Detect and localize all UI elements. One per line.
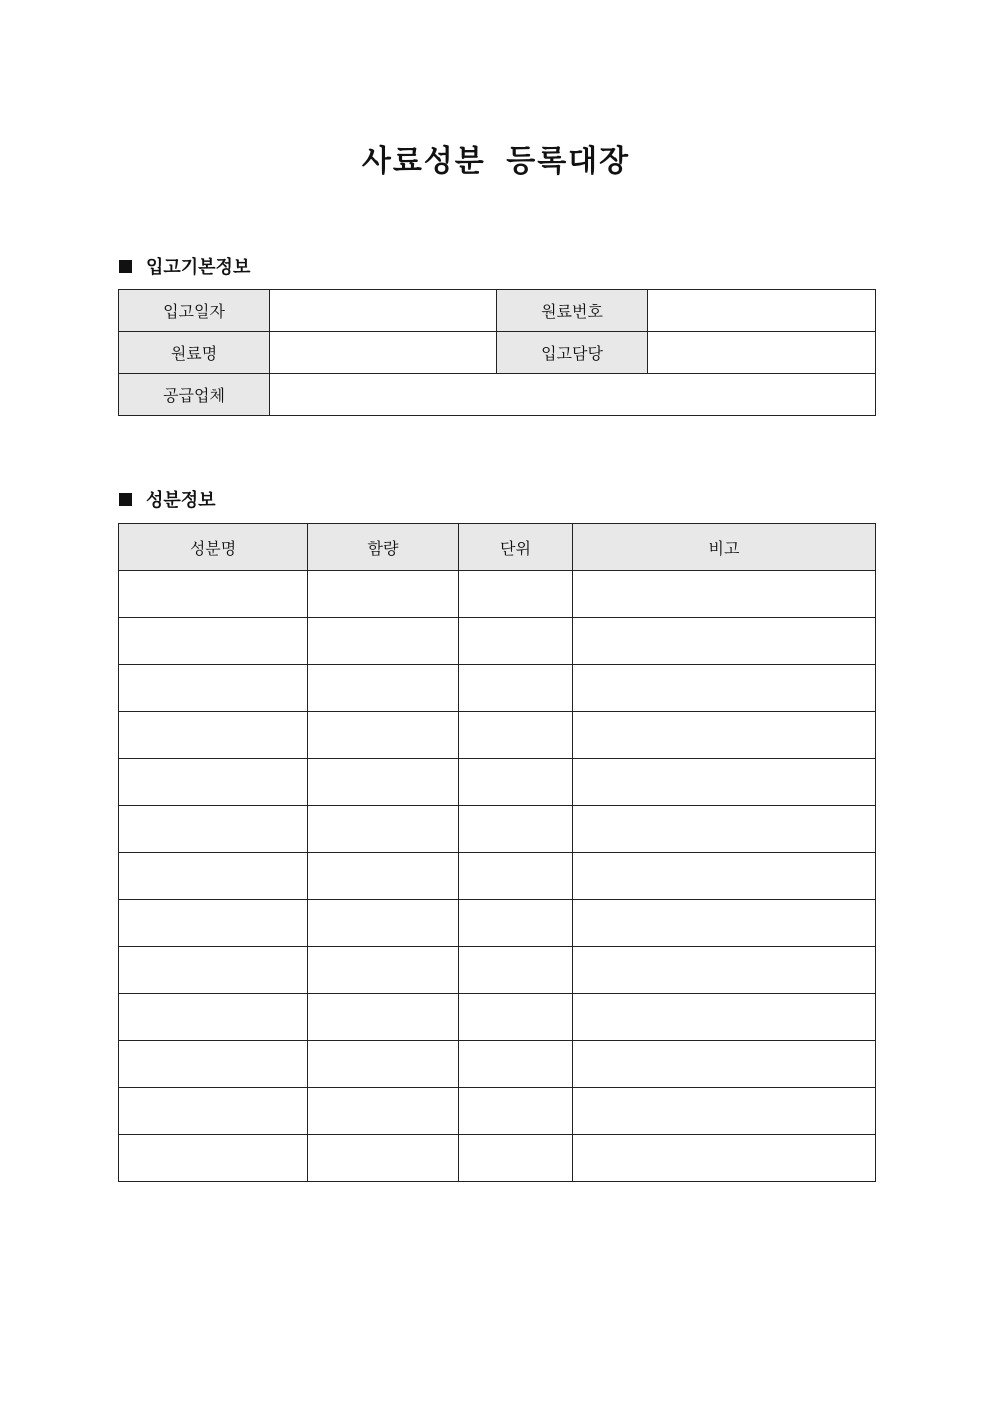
- unit-cell[interactable]: [459, 571, 573, 618]
- component-name-cell[interactable]: [119, 853, 308, 900]
- table-header-row: [119, 524, 876, 571]
- table-row: [119, 571, 876, 618]
- remarks-cell[interactable]: [573, 947, 876, 994]
- table-row: [119, 618, 876, 665]
- table-row: [119, 759, 876, 806]
- component-name-cell[interactable]: [119, 947, 308, 994]
- section-heading-label: 입고기본정보: [146, 257, 251, 278]
- remarks-cell[interactable]: [573, 1041, 876, 1088]
- content-cell[interactable]: [308, 665, 459, 712]
- remarks-cell[interactable]: [573, 618, 876, 665]
- remarks-cell[interactable]: [573, 994, 876, 1041]
- table-row: [119, 290, 876, 332]
- material-number-field[interactable]: [648, 290, 876, 332]
- section-heading-basic-info: [119, 253, 250, 279]
- column-header-component-name: 성분명: [119, 524, 308, 571]
- component-name-cell[interactable]: [119, 618, 308, 665]
- material-name-label: 원료명: [119, 332, 270, 374]
- unit-cell[interactable]: [459, 900, 573, 947]
- remarks-cell[interactable]: [573, 1135, 876, 1182]
- remarks-cell[interactable]: [573, 1088, 876, 1135]
- component-name-cell[interactable]: [119, 759, 308, 806]
- material-name-field[interactable]: [270, 332, 497, 374]
- content-cell[interactable]: [308, 900, 459, 947]
- section-heading-component-info: [119, 486, 216, 512]
- square-bullet-icon: [119, 260, 132, 273]
- content-cell[interactable]: [308, 1135, 459, 1182]
- content-cell[interactable]: [308, 712, 459, 759]
- table-row: [119, 332, 876, 374]
- component-name-cell[interactable]: [119, 806, 308, 853]
- section-heading-label: 성분정보: [146, 490, 216, 511]
- table-row: [119, 374, 876, 416]
- content-cell[interactable]: [308, 853, 459, 900]
- table-row: [119, 947, 876, 994]
- remarks-cell[interactable]: [573, 571, 876, 618]
- table-row: [119, 853, 876, 900]
- receipt-manager-field[interactable]: [648, 332, 876, 374]
- material-number-label: 원료번호: [497, 290, 648, 332]
- component-name-cell[interactable]: [119, 1041, 308, 1088]
- component-name-cell[interactable]: [119, 994, 308, 1041]
- remarks-cell[interactable]: [573, 759, 876, 806]
- column-header-unit: 단위: [459, 524, 573, 571]
- unit-cell[interactable]: [459, 853, 573, 900]
- supplier-label: 공급업체: [119, 374, 270, 416]
- remarks-cell[interactable]: [573, 712, 876, 759]
- unit-cell[interactable]: [459, 665, 573, 712]
- page-title: 사료성분 등록대장: [361, 144, 631, 179]
- receipt-date-field[interactable]: [270, 290, 497, 332]
- unit-cell[interactable]: [459, 712, 573, 759]
- receipt-manager-label: 입고담당: [497, 332, 648, 374]
- content-cell[interactable]: [308, 571, 459, 618]
- unit-cell[interactable]: [459, 1135, 573, 1182]
- component-name-cell[interactable]: [119, 571, 308, 618]
- content-cell[interactable]: [308, 618, 459, 665]
- table-row: [119, 712, 876, 759]
- supplier-field[interactable]: [270, 374, 876, 416]
- table-row: [119, 665, 876, 712]
- receipt-date-label: 입고일자: [119, 290, 270, 332]
- remarks-cell[interactable]: [573, 900, 876, 947]
- basic-info-table: [118, 289, 876, 416]
- column-header-content: 함량: [308, 524, 459, 571]
- content-cell[interactable]: [308, 806, 459, 853]
- unit-cell[interactable]: [459, 806, 573, 853]
- unit-cell[interactable]: [459, 1088, 573, 1135]
- unit-cell[interactable]: [459, 1041, 573, 1088]
- unit-cell[interactable]: [459, 618, 573, 665]
- table-row: [119, 1088, 876, 1135]
- remarks-cell[interactable]: [573, 665, 876, 712]
- component-name-cell[interactable]: [119, 1135, 308, 1182]
- content-cell[interactable]: [308, 1041, 459, 1088]
- table-row: [119, 1041, 876, 1088]
- remarks-cell[interactable]: [573, 806, 876, 853]
- component-name-cell[interactable]: [119, 712, 308, 759]
- table-row: [119, 806, 876, 853]
- table-row: [119, 900, 876, 947]
- remarks-cell[interactable]: [573, 853, 876, 900]
- content-cell[interactable]: [308, 947, 459, 994]
- unit-cell[interactable]: [459, 759, 573, 806]
- unit-cell[interactable]: [459, 947, 573, 994]
- content-cell[interactable]: [308, 759, 459, 806]
- component-name-cell[interactable]: [119, 900, 308, 947]
- table-row: [119, 994, 876, 1041]
- table-row: [119, 1135, 876, 1182]
- unit-cell[interactable]: [459, 994, 573, 1041]
- component-name-cell[interactable]: [119, 1088, 308, 1135]
- component-name-cell[interactable]: [119, 665, 308, 712]
- content-cell[interactable]: [308, 994, 459, 1041]
- square-bullet-icon: [119, 493, 132, 506]
- content-cell[interactable]: [308, 1088, 459, 1135]
- column-header-remarks: 비고: [573, 524, 876, 571]
- component-table: [118, 523, 876, 1182]
